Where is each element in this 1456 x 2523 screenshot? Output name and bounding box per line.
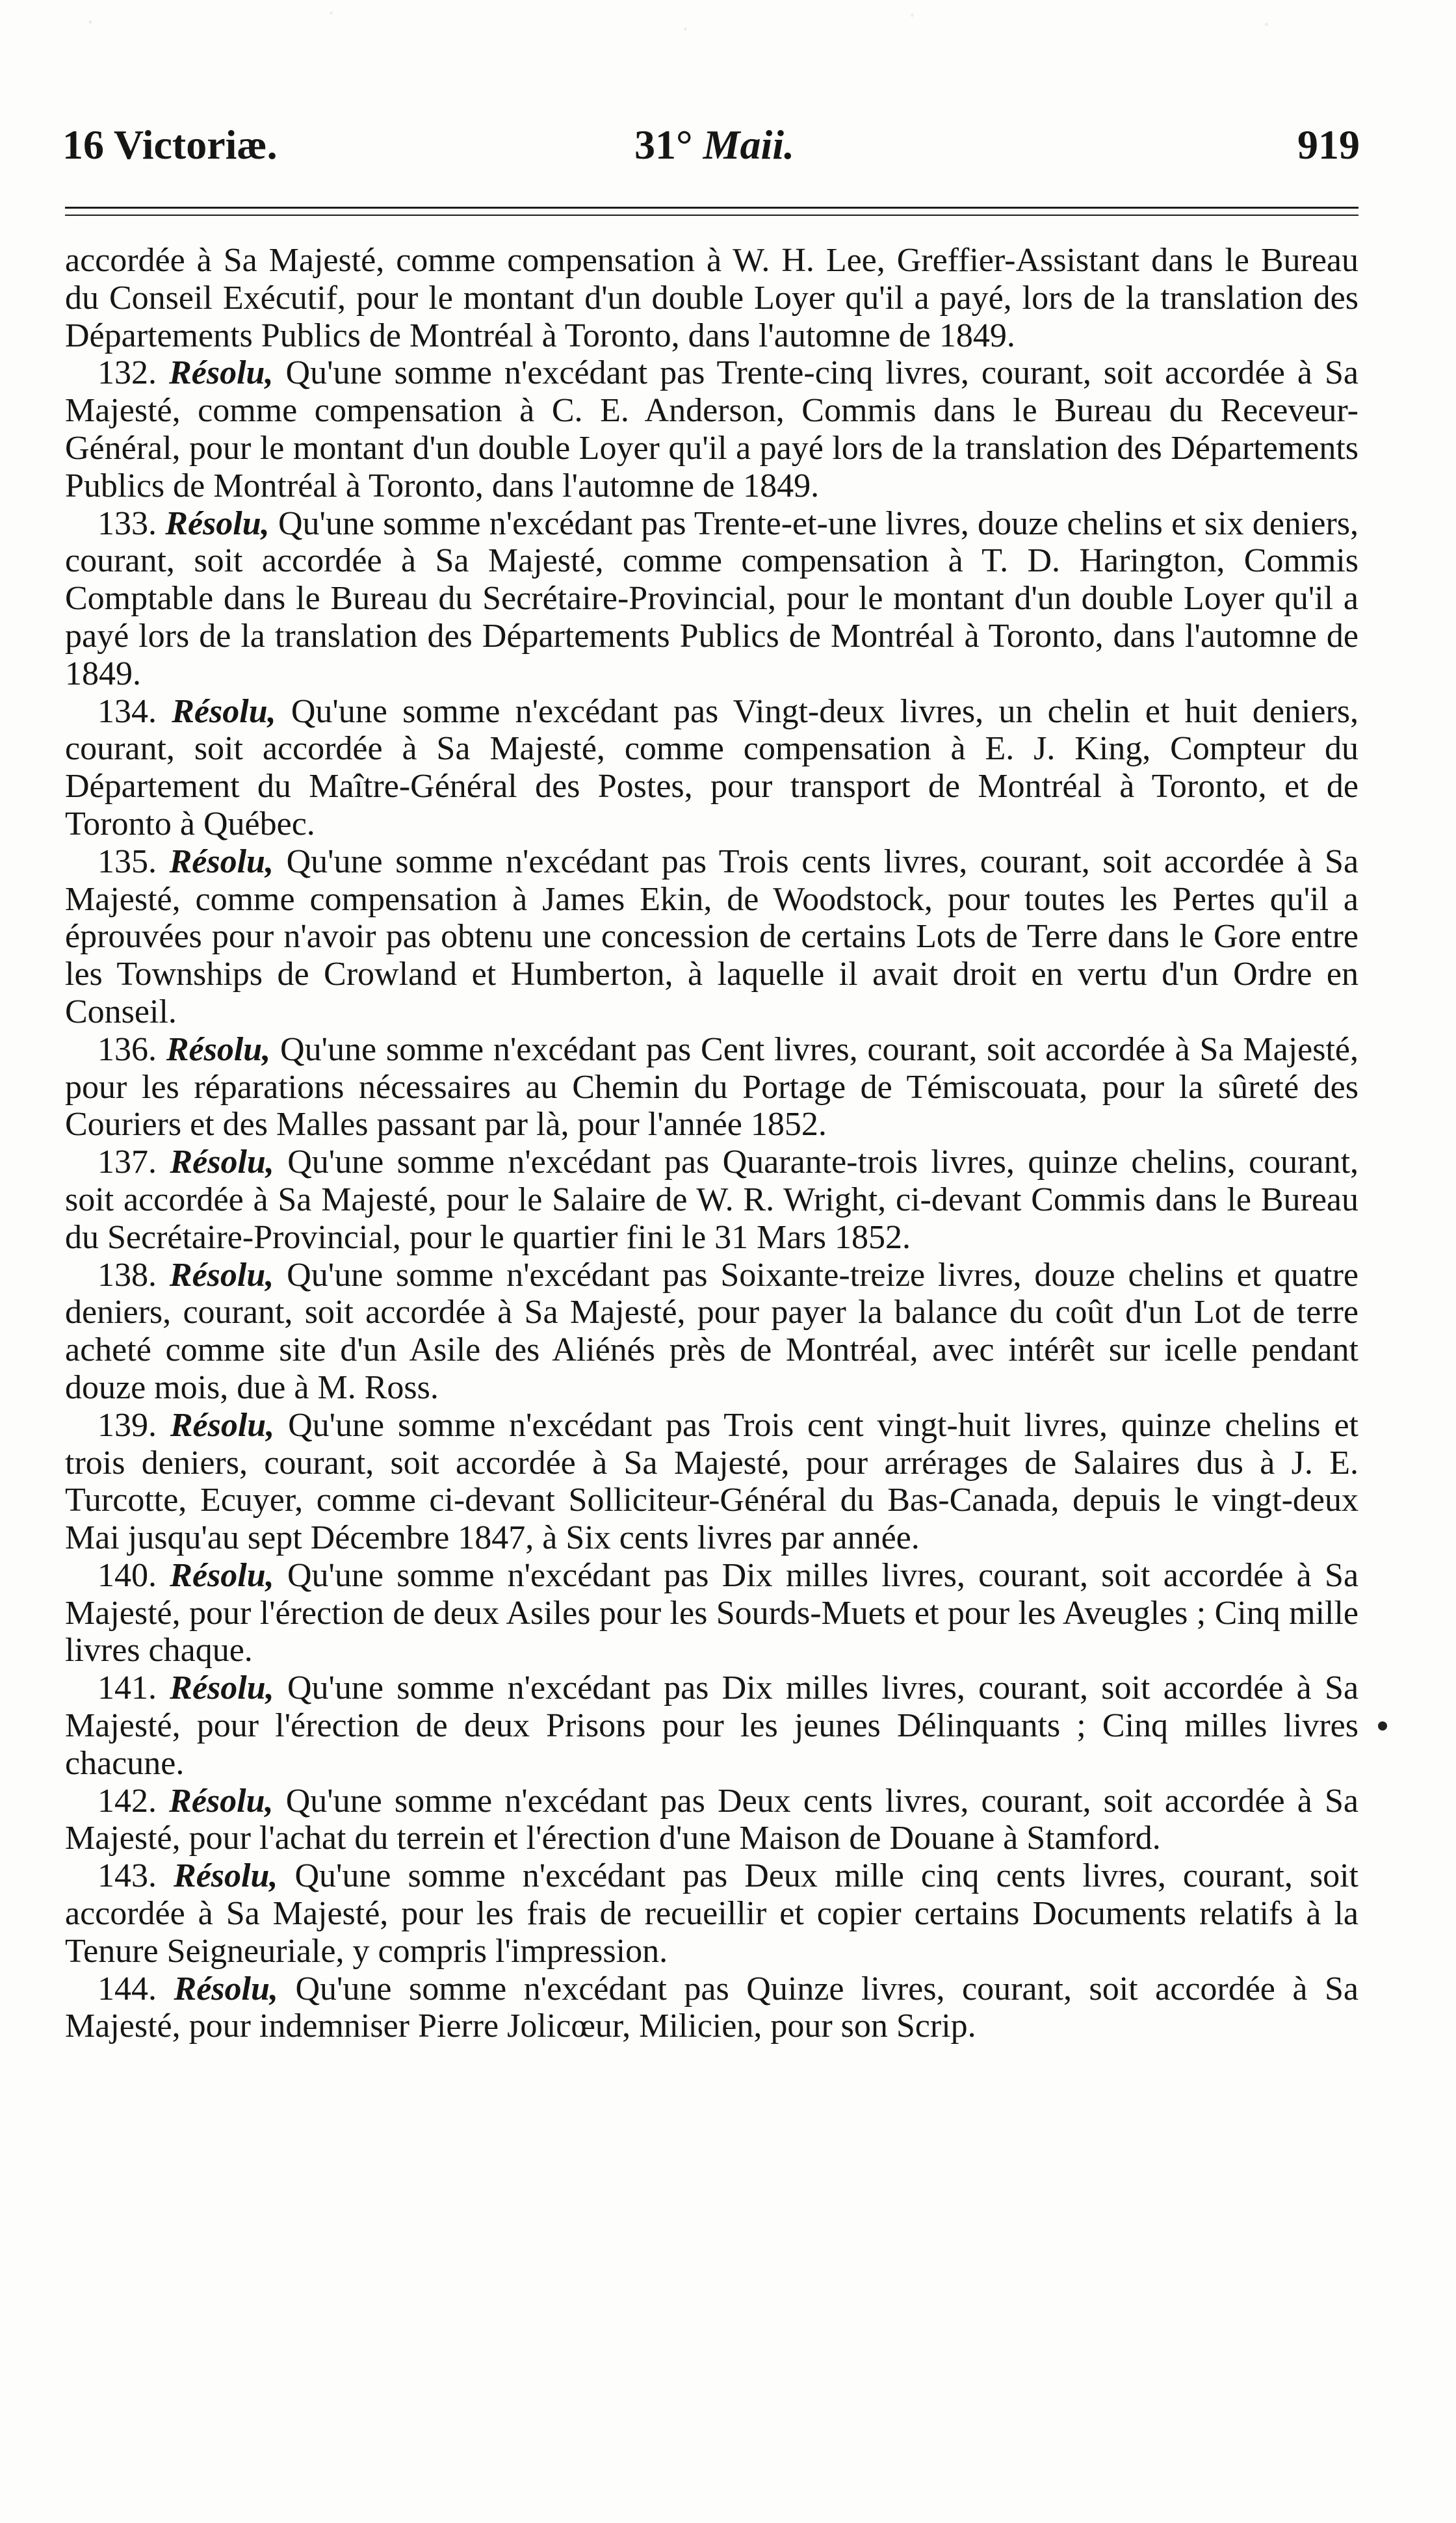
resolution-number: 132. — [98, 354, 157, 392]
resolution-lead: Résolu, — [169, 354, 274, 392]
resolution-138 — [65, 1257, 1358, 1407]
resolution-text: Qu'une somme n'excédant pas Trois cents livres, courant, soit accordée à Sa Majesté, comme compensation à James Ekin, de Woodstock, pour toutes les Pertes qu'il a éprouvées pour n'avoir pas obtenu une concession de certains Lots de Terre dans le Gore entre les Townships de Crowland et Humberton, à laquelle il avait droit en vertu d'un Ordre en Conseil. — [65, 843, 1359, 1030]
resolution-136 — [65, 1031, 1358, 1144]
paragraph-text: accordée à Sa Majesté, comme compensation à W. H. Lee, Greffier-Assistant dans le Bureau du Conseil Exécutif, pour le montant d'un double Loyer qu'il a payé, lors de la translation des Départements Publics de Montréal à Toronto, dans l'automne de 1849. — [65, 242, 1358, 354]
resolution-number: 137. — [98, 1144, 157, 1181]
header-rule-thin — [65, 215, 1358, 216]
date-day: 31° — [634, 122, 693, 168]
resolution-134 — [65, 693, 1358, 843]
date-label — [634, 116, 794, 174]
resolution-number: 140. — [98, 1556, 157, 1594]
resolution-lead: Résolu, — [170, 1669, 274, 1707]
resolution-number: 141. — [98, 1669, 157, 1707]
resolution-139 — [65, 1407, 1358, 1557]
page-number: 919 — [1297, 122, 1360, 168]
resolution-lead: Résolu, — [170, 1556, 274, 1594]
resolution-number: 142. — [98, 1782, 157, 1820]
resolution-number: 144. — [98, 1970, 157, 2007]
resolution-lead: Résolu, — [169, 1782, 274, 1820]
resolution-text: Qu'une somme n'excédant pas Trente-et-une livres, douze chelins et six deniers, courant, soit accordée à Sa Majesté, comme compensation à T. D. Harington, Commis Comptable dans le Bureau du Secrétaire-Provincial, pour le montant d'un double Loyer qu'il a payé lors de la translation des Départements Publics de Montréal à Toronto, dans l'automne de 1849. — [65, 504, 1359, 692]
resolution-lead: Résolu, — [170, 1144, 274, 1181]
paragraph-continuation — [65, 242, 1358, 354]
scan-speck — [1378, 1721, 1387, 1731]
resolution-133 — [65, 505, 1358, 693]
resolution-text: Qu'une somme n'excédant pas Cent livres, courant, soit accordée à Sa Majesté, pour les réparations nécessaires au Chemin du Portage de Témiscouata, pour la sûreté des Couriers et des Malles passant par là, pour l'année 1852. — [65, 1030, 1358, 1144]
resolution-text: Qu'une somme n'excédant pas Dix milles livres, courant, soit accordée à Sa Majesté, pour l'érection de deux Prisons pour les jeunes Délinquants ; Cinq milles livres chacune. — [65, 1669, 1359, 1782]
resolution-143 — [65, 1857, 1358, 1970]
resolution-text: Qu'une somme n'excédant pas Deux mille cinq cents livres, courant, soit accordée à Sa Majesté, pour les frais de recueillir et copier certains Documents relatifs à la Tenure Seigneuriale, y compris l'impression. — [65, 1857, 1359, 1970]
running-head — [62, 116, 1360, 174]
resolution-number: 135. — [98, 843, 157, 880]
resolution-number: 143. — [98, 1857, 157, 1895]
resolution-lead: Résolu, — [170, 1406, 275, 1444]
resolution-text: Qu'une somme n'excédant pas Trente-cinq livres, courant, soit accordée à Sa Majesté, comme compensation à C. E. Anderson, Commis dans le Bureau du Receveur-Général, pour le montant d'un double Loyer qu'il a payé lors de la translation des Départements Publics de Montréal à Toronto, dans l'automne de 1849. — [65, 354, 1359, 504]
resolution-137 — [65, 1144, 1358, 1256]
session-label: 16 Victoriæ. — [62, 122, 278, 168]
resolution-lead: Résolu, — [166, 1030, 271, 1068]
resolution-text: Qu'une somme n'excédant pas Dix milles livres, courant, soit accordée à Sa Majesté, pour l'érection de deux Asiles pour les Sourds-Muets et pour les Aveugles ; Cinq mille livres chaque. — [65, 1556, 1359, 1669]
resolution-number: 136. — [98, 1030, 157, 1068]
resolution-142 — [65, 1783, 1358, 1858]
resolution-132 — [65, 354, 1358, 504]
resolution-number: 134. — [98, 692, 157, 730]
resolution-text: Qu'une somme n'excédant pas Trois cent vingt-huit livres, quinze chelins et trois deniers, courant, soit accordée à Sa Majesté, pour arrérages de Salaires dus à J. E. Turcotte, Ecuyer, comme ci-devant Solliciteur-Général du Bas-Canada, depuis le vingt-deux Mai jusqu'au sept Décembre 1847, à Six cents livres par année. — [65, 1406, 1359, 1557]
resolution-text: Qu'une somme n'excédant pas Soixante-treize livres, douze chelins et quatre deniers, courant, soit accordée à Sa Majesté, pour payer la balance du coût d'un Lot de terre acheté comme site d'un Asile des Aliénés près de Montréal, avec intérêt sur icelle pendant douze mois, due à M. Ross. — [65, 1256, 1358, 1406]
resolution-number: 133. — [98, 504, 157, 542]
resolution-number: 139. — [98, 1406, 157, 1444]
resolution-lead: Résolu, — [172, 692, 276, 730]
resolution-text: Qu'une somme n'excédant pas Quarante-trois livres, quinze chelins, courant, soit accordée à Sa Majesté, pour le Salaire de W. R. Wright, ci-devant Commis dans le Bureau du Secrétaire-Provincial, pour le quartier fini le 31 Mars 1852. — [65, 1144, 1359, 1256]
resolution-lead: Résolu, — [174, 1857, 278, 1895]
resolution-text: Qu'une somme n'excédant pas Vingt-deux livres, un chelin et huit deniers, courant, soit accordée à Sa Majesté, comme compensation à E. J. King, Compteur du Département du Maître-Général des Postes, pour transport de Montréal à Toronto, et de Toronto à Québec. — [65, 692, 1358, 843]
resolution-lead: Résolu, — [165, 504, 270, 542]
resolution-lead: Résolu, — [169, 1256, 274, 1294]
resolution-140 — [65, 1557, 1358, 1669]
resolution-number: 138. — [98, 1256, 157, 1294]
header-rule-thick — [65, 207, 1358, 209]
date-month: Maii. — [703, 122, 795, 168]
resolution-lead: Résolu, — [174, 1970, 278, 2007]
resolution-text: Qu'une somme n'excédant pas Quinze livres, courant, soit accordée à Sa Majesté, pour indemniser Pierre Jolicœur, Milicien, pour son Scrip. — [65, 1970, 1359, 2045]
body-text — [65, 242, 1358, 2045]
resolution-text: Qu'une somme n'excédant pas Deux cents livres, courant, soit accordée à Sa Majesté, pour l'achat du terrein et l'érection d'une Maison de Douane à Stamford. — [65, 1782, 1359, 1857]
resolution-141 — [65, 1669, 1358, 1782]
resolution-lead: Résolu, — [169, 843, 274, 880]
scan-noise — [20, 4, 1436, 49]
resolution-135 — [65, 843, 1358, 1031]
resolution-144 — [65, 1970, 1358, 2046]
